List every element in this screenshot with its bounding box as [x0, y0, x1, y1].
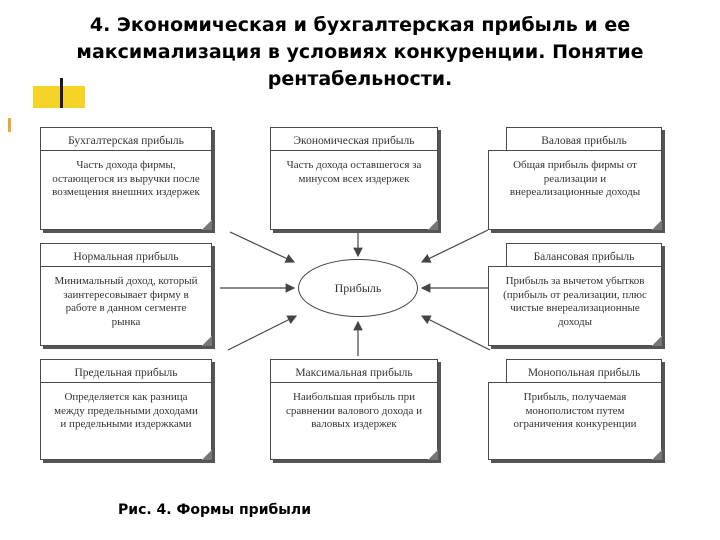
description-text: Прибыль, получаемая монополистом путем ограничения конкуренции [513, 391, 637, 430]
description-text: Часть дохода оставшегося за минусом всех издержек [286, 159, 422, 185]
page-fold [202, 450, 212, 460]
header-label: Экономическая прибыль [293, 135, 415, 147]
center-label: Прибыль [334, 280, 382, 295]
profit-center-node [298, 259, 418, 317]
arrow-bottom-left [228, 316, 296, 350]
marginal-profit-description [40, 382, 212, 460]
page-fold [652, 220, 662, 230]
arrow-top-right [422, 230, 488, 262]
description-text: Общая прибыль фирмы от реализации и внереализационные доходы [509, 159, 641, 198]
description-text: Часть дохода фирмы, остающегося из выручки после возмещения внешних издержек [52, 159, 200, 198]
description-text: Наибольшая прибыль при сравнении валового дохода и валовых издержек [286, 391, 422, 430]
arrow-bottom-right [422, 316, 490, 350]
normal-profit-description [40, 266, 212, 346]
monopoly-profit-description [488, 382, 662, 460]
header-label: Максимальная прибыль [295, 367, 413, 379]
page-fold [202, 220, 212, 230]
page-fold [428, 220, 438, 230]
maximum-profit-description [270, 382, 438, 460]
slide-title: 4. Экономическая и бухгалтерская прибыль и ее максимализация в условиях конкуренции. Понятие рентабельности. [76, 14, 644, 90]
description-text: Минимальный доход, который заинтересовывает фирму в работе в данном сегменте рынка [54, 275, 198, 328]
page-fold [652, 450, 662, 460]
description-text: Определяется как разница между предельными доходами и предельными издержками [54, 391, 198, 430]
balance-profit-description [488, 266, 662, 346]
header-label: Предельная прибыль [74, 367, 178, 379]
header-label: Валовая прибыль [541, 135, 627, 147]
header-label: Монопольная прибыль [527, 367, 641, 379]
figure-caption: Рис. 4. Формы прибыли [118, 502, 311, 518]
page-fold [428, 450, 438, 460]
page-fold [652, 336, 662, 346]
description-text: Прибыль за вычетом убытков (прибыль от реализации, плюс чистые внереализационные доходы [503, 275, 647, 328]
economic-profit-description [270, 150, 438, 230]
page-fold [202, 336, 212, 346]
arrow-top-left [230, 232, 294, 262]
header-label: Бухгалтерская прибыль [68, 135, 184, 147]
accounting-profit-description [40, 150, 212, 230]
gross-profit-description [488, 150, 662, 230]
header-label: Нормальная прибыль [73, 251, 179, 263]
header-label: Балансовая прибыль [533, 251, 635, 263]
